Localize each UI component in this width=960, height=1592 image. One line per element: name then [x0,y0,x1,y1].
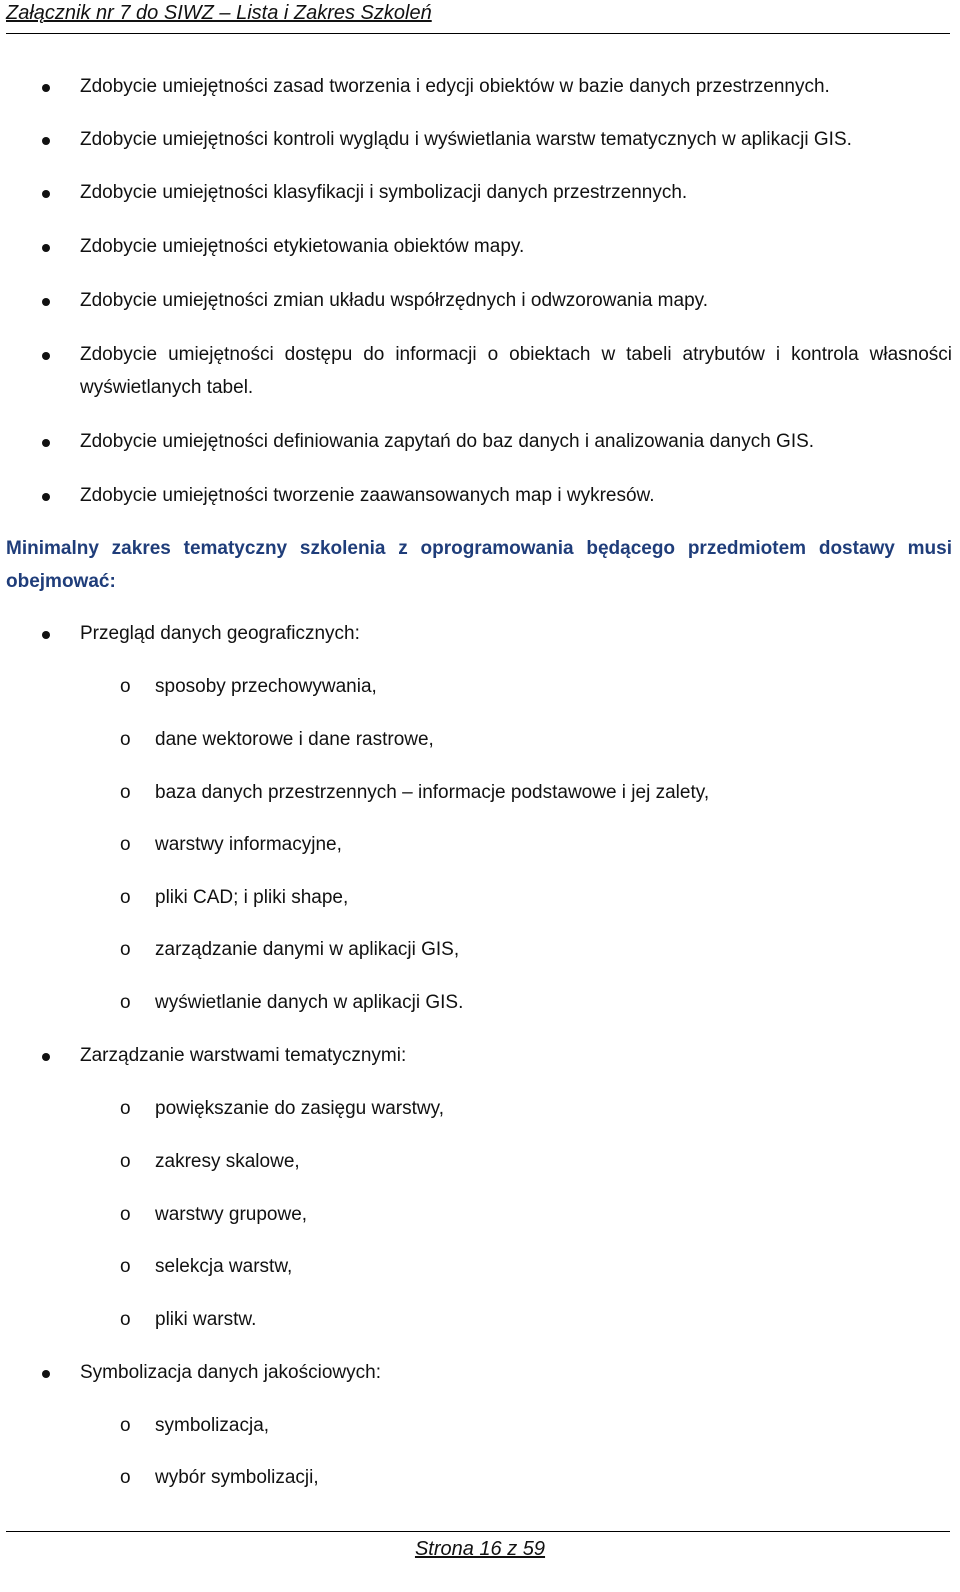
page-number: Strona 16 z 59 [414,1538,546,1560]
bullet-icon [42,631,50,639]
bullet-icon [42,1053,50,1061]
topic-title: Przegląd danych geograficznych: [80,623,360,644]
topic-sub-item: selekcja warstw, [155,1256,293,1277]
circle-marker-icon: o [120,676,131,697]
circle-marker-icon: o [120,729,131,750]
circle-marker-icon: o [120,887,131,908]
topic-sub-item: warstwy informacyjne, [155,834,342,855]
topic-title: Symbolizacja danych jakościowych: [80,1362,381,1383]
bullet-icon [42,137,50,145]
circle-marker-icon: o [120,834,131,855]
topic-sub-item: pliki warstw. [155,1309,257,1330]
topic-sub-item: zarządzanie danymi w aplikacji GIS, [155,939,460,960]
circle-marker-icon: o [120,1098,131,1119]
section-heading: Minimalny zakres tematyczny szkolenia z oprogramowania będącego przedmiotem dostawy musi obejmować: [6,538,952,592]
circle-marker-icon: o [120,992,131,1013]
skill-item: Zdobycie umiejętności definiowania zapytań do baz danych i analizowania danych GIS. [80,431,815,452]
topic-sub-item: wyświetlanie danych w aplikacji GIS. [155,992,464,1013]
topic-title: Zarządzanie warstwami tematycznymi: [80,1045,407,1066]
skill-item: Zdobycie umiejętności kontroli wyglądu i wyświetlania warstw tematycznych w aplikacji GIS. [80,129,852,150]
topic-sub-item: symbolizacja, [155,1415,270,1436]
skill-item: Zdobycie umiejętności klasyfikacji i symbolizacji danych przestrzennych. [80,182,688,203]
circle-marker-icon: o [120,1204,131,1225]
bullet-icon [42,244,50,252]
bullet-icon [42,298,50,306]
circle-marker-icon: o [120,939,131,960]
skill-item: Zdobycie umiejętności zmian układu współrzędnych i odwzorowania mapy. [80,290,709,311]
topic-sub-item: baza danych przestrzennych – informacje podstawowe i jej zalety, [155,782,710,803]
circle-marker-icon: o [120,1151,131,1172]
topic-sub-item: powiększanie do zasięgu warstwy, [155,1098,445,1119]
topic-sub-item: warstwy grupowe, [155,1204,308,1225]
topic-sub-item: wybór symbolizacji, [155,1467,319,1488]
skill-item: Zdobycie umiejętności tworzenie zaawansowanych map i wykresów. [80,485,655,506]
bullet-icon [42,84,50,92]
topic-sub-item: dane wektorowe i dane rastrowe, [155,729,434,750]
bullet-icon [42,352,50,360]
skill-item: Zdobycie umiejętności etykietowania obiektów mapy. [80,236,525,257]
circle-marker-icon: o [120,1256,131,1277]
bullet-icon [42,439,50,447]
circle-marker-icon: o [120,1467,131,1488]
footer-divider [6,1531,950,1532]
header-title: Załącznik nr 7 do SIWZ – Lista i Zakres Szkoleń [6,2,432,24]
skill-item: Zdobycie umiejętności zasad tworzenia i edycji obiektów w bazie danych przestrzennych. [80,76,830,97]
bullet-icon [42,1370,50,1378]
circle-marker-icon: o [120,1309,131,1330]
page-header [6,0,950,34]
circle-marker-icon: o [120,782,131,803]
circle-marker-icon: o [120,1415,131,1436]
topic-sub-item: sposoby przechowywania, [155,676,377,697]
topic-sub-item: zakresy skalowe, [155,1151,300,1172]
bullet-icon [42,493,50,501]
bullet-icon [42,190,50,198]
topic-sub-item: pliki CAD; i pliki shape, [155,887,349,908]
skill-item: Zdobycie umiejętności dostępu do informacji o obiektach w tabeli atrybutów i kontrola własności wyświetlanych tabel. [80,344,952,398]
